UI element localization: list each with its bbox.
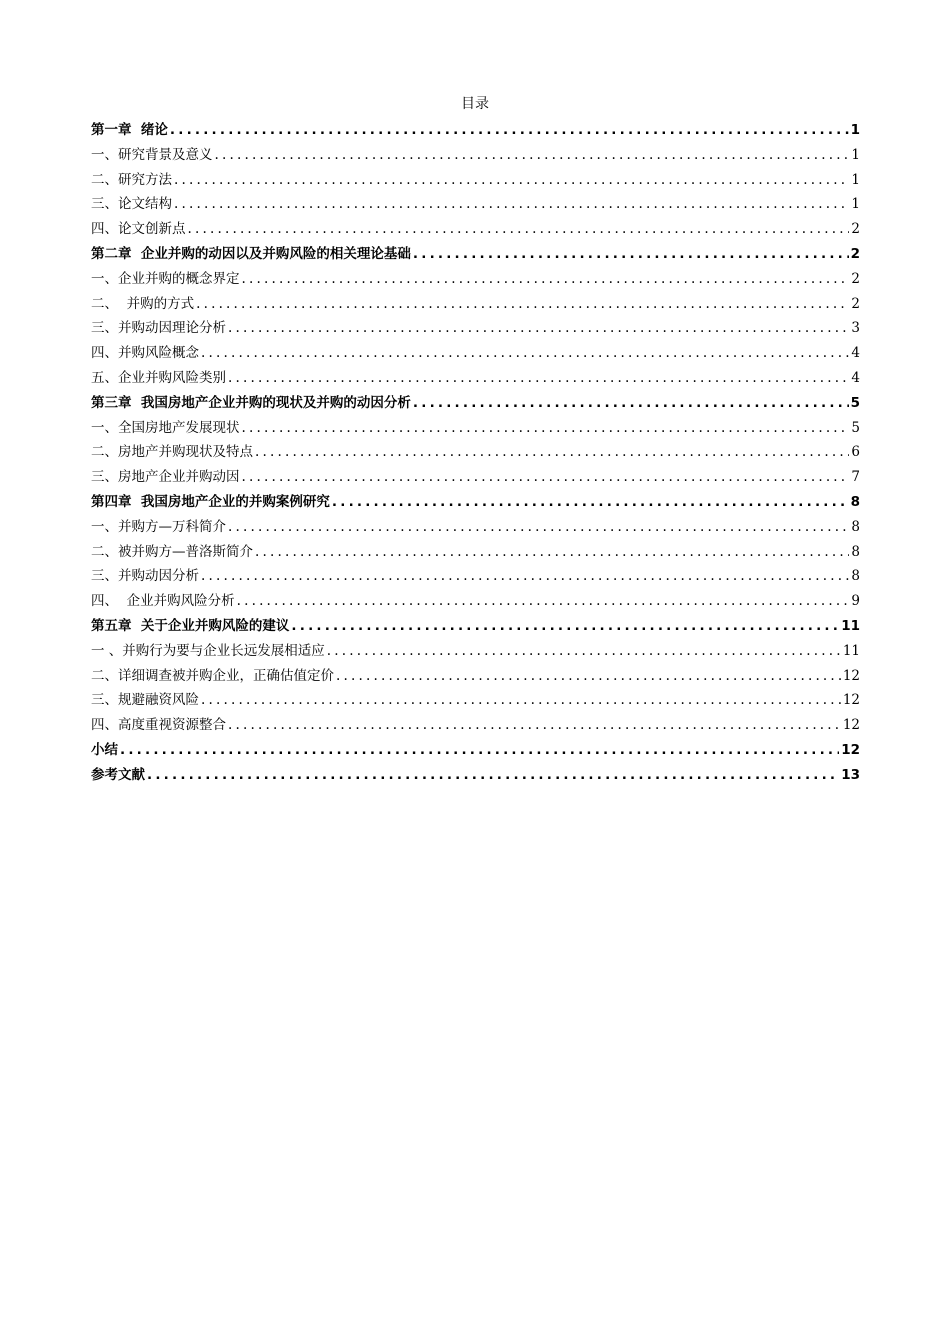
toc-entry-title: 一 、并购行为要与企业长远发展相适应 [91, 642, 325, 659]
toc-section-entry[interactable] [91, 416, 860, 441]
toc-page-number: 4 [851, 345, 860, 362]
toc-page-number: 11 [842, 642, 860, 659]
toc-page-number: 1 [851, 146, 860, 163]
toc-dot-leader [201, 341, 849, 366]
toc-page-number: 12 [841, 741, 860, 758]
toc-entry-title: 三、房地产企业并购动因 [91, 469, 240, 486]
toc-entry-title: 一、并购方—万科简介 [91, 518, 226, 535]
toc-title: 目录 [461, 96, 489, 112]
toc-section-entry[interactable] [91, 366, 860, 391]
toc-dot-leader [237, 589, 850, 614]
toc-entry-title: 一、研究背景及意义 [91, 146, 213, 163]
toc-chapter-entry[interactable] [91, 490, 860, 515]
toc-entry-title: 参考文献 [91, 766, 145, 783]
toc-page-number: 12 [842, 667, 860, 684]
toc-dot-leader [255, 440, 849, 465]
toc-page-number: 7 [851, 469, 860, 486]
toc-dot-leader [120, 738, 839, 763]
toc-dot-leader [255, 540, 849, 565]
toc-page-number: 2 [851, 221, 860, 238]
toc-entry-title: 五、企业并购风险类别 [91, 369, 226, 386]
toc-page-number: 8 [851, 543, 860, 560]
toc-page-number: 8 [851, 518, 860, 535]
toc-dot-leader [228, 316, 849, 341]
toc-entry-title: 小结 [91, 741, 118, 758]
toc-dot-leader [336, 664, 841, 689]
toc-dot-leader [147, 763, 839, 788]
toc-page-number: 6 [851, 444, 860, 461]
toc-section-entry[interactable] [91, 440, 860, 465]
toc-dot-leader [291, 614, 839, 639]
toc-dot-leader [413, 391, 849, 416]
toc-chapter-entry[interactable] [91, 242, 860, 267]
toc-chapter-entry[interactable] [91, 763, 860, 788]
toc-dot-leader [242, 416, 850, 441]
toc-section-entry[interactable] [91, 465, 860, 490]
toc-dot-leader [413, 242, 849, 267]
toc-page-number: 3 [851, 320, 860, 337]
toc-dot-leader [201, 688, 841, 713]
toc-entry-title: 三、并购动因分析 [91, 568, 199, 585]
toc-page-number: 8 [851, 568, 860, 585]
toc-page-number: 8 [850, 493, 860, 510]
toc-chapter-entry[interactable] [91, 391, 860, 416]
toc-entry-title: 三、规避融资风险 [91, 692, 199, 709]
toc-entry-title: 第一章 绪论 [91, 122, 168, 138]
toc-dot-leader [327, 639, 841, 664]
toc-entry-title: 第二章 企业并购的动因以及并购风险的相关理论基础 [91, 245, 411, 262]
toc-section-entry[interactable] [91, 192, 860, 217]
toc-entry-title: 四、并购风险概念 [91, 345, 199, 362]
toc-section-entry[interactable] [91, 540, 860, 565]
toc-section-entry[interactable] [91, 664, 860, 689]
toc-section-entry[interactable] [91, 589, 860, 614]
toc-section-entry[interactable] [91, 292, 860, 317]
toc-page-number: 11 [841, 617, 860, 634]
toc-section-entry[interactable] [91, 217, 860, 242]
toc-dot-leader [228, 366, 849, 391]
toc-section-entry[interactable] [91, 168, 860, 193]
toc-section-entry[interactable] [91, 688, 860, 713]
toc-page-number: 12 [842, 717, 860, 734]
toc-dot-leader [215, 143, 850, 168]
toc-page-number: 2 [851, 295, 860, 312]
toc-dot-leader [201, 564, 849, 589]
toc-entry-title: 三、并购动因理论分析 [91, 320, 226, 337]
toc-section-entry[interactable] [91, 267, 860, 292]
toc-dot-leader [170, 118, 849, 143]
toc-entry-title: 第三章 我国房地产企业并购的现状及并购的动因分析 [91, 394, 411, 411]
toc-page-number: 12 [842, 692, 860, 709]
toc-dot-leader [228, 515, 849, 540]
toc-entry-title: 二、研究方法 [91, 171, 172, 188]
toc-section-entry[interactable] [91, 341, 860, 366]
toc-dot-leader [228, 713, 841, 738]
toc-page-number: 13 [841, 766, 860, 783]
toc-dot-leader [196, 292, 849, 317]
toc-chapter-entry[interactable] [91, 118, 860, 143]
table-of-contents [91, 118, 860, 788]
toc-dot-leader [174, 192, 849, 217]
toc-page-number: 1 [851, 196, 860, 213]
toc-entry-title: 一、全国房地产发展现状 [91, 419, 240, 436]
toc-section-entry[interactable] [91, 639, 860, 664]
toc-page-number: 9 [851, 593, 860, 610]
toc-page-number: 5 [850, 394, 860, 411]
toc-page-number: 1 [851, 171, 860, 188]
toc-entry-title: 四、论文创新点 [91, 221, 186, 238]
toc-dot-leader [242, 267, 850, 292]
toc-chapter-entry[interactable] [91, 614, 860, 639]
toc-dot-leader [242, 465, 850, 490]
toc-entry-title: 二、 并购的方式 [91, 295, 195, 312]
toc-page-number: 5 [851, 419, 860, 436]
toc-entry-title: 第四章 我国房地产企业的并购案例研究 [91, 493, 330, 510]
toc-page-number: 2 [851, 270, 860, 287]
toc-chapter-entry[interactable] [91, 738, 860, 763]
toc-section-entry[interactable] [91, 316, 860, 341]
toc-entry-title: 二、被并购方—普洛斯简介 [91, 543, 253, 560]
toc-page-number: 1 [850, 122, 860, 138]
toc-entry-title: 四、 企业并购风险分析 [91, 593, 235, 610]
toc-entry-title: 第五章 关于企业并购风险的建议 [91, 617, 290, 634]
toc-entry-title: 三、论文结构 [91, 196, 172, 213]
toc-page-number: 4 [851, 369, 860, 386]
toc-dot-leader [332, 490, 849, 515]
toc-section-entry[interactable] [91, 143, 860, 168]
toc-dot-leader [174, 168, 849, 193]
toc-section-entry[interactable] [91, 564, 860, 589]
toc-entry-title: 一、企业并购的概念界定 [91, 270, 240, 287]
toc-entry-title: 二、房地产并购现状及特点 [91, 444, 253, 461]
toc-section-entry[interactable] [91, 515, 860, 540]
toc-entry-title: 四、高度重视资源整合 [91, 717, 226, 734]
toc-dot-leader [188, 217, 850, 242]
toc-entry-title: 二、详细调查被并购企业，正确估值定价 [91, 667, 334, 684]
toc-section-entry[interactable] [91, 713, 860, 738]
toc-page-number: 2 [850, 245, 860, 262]
